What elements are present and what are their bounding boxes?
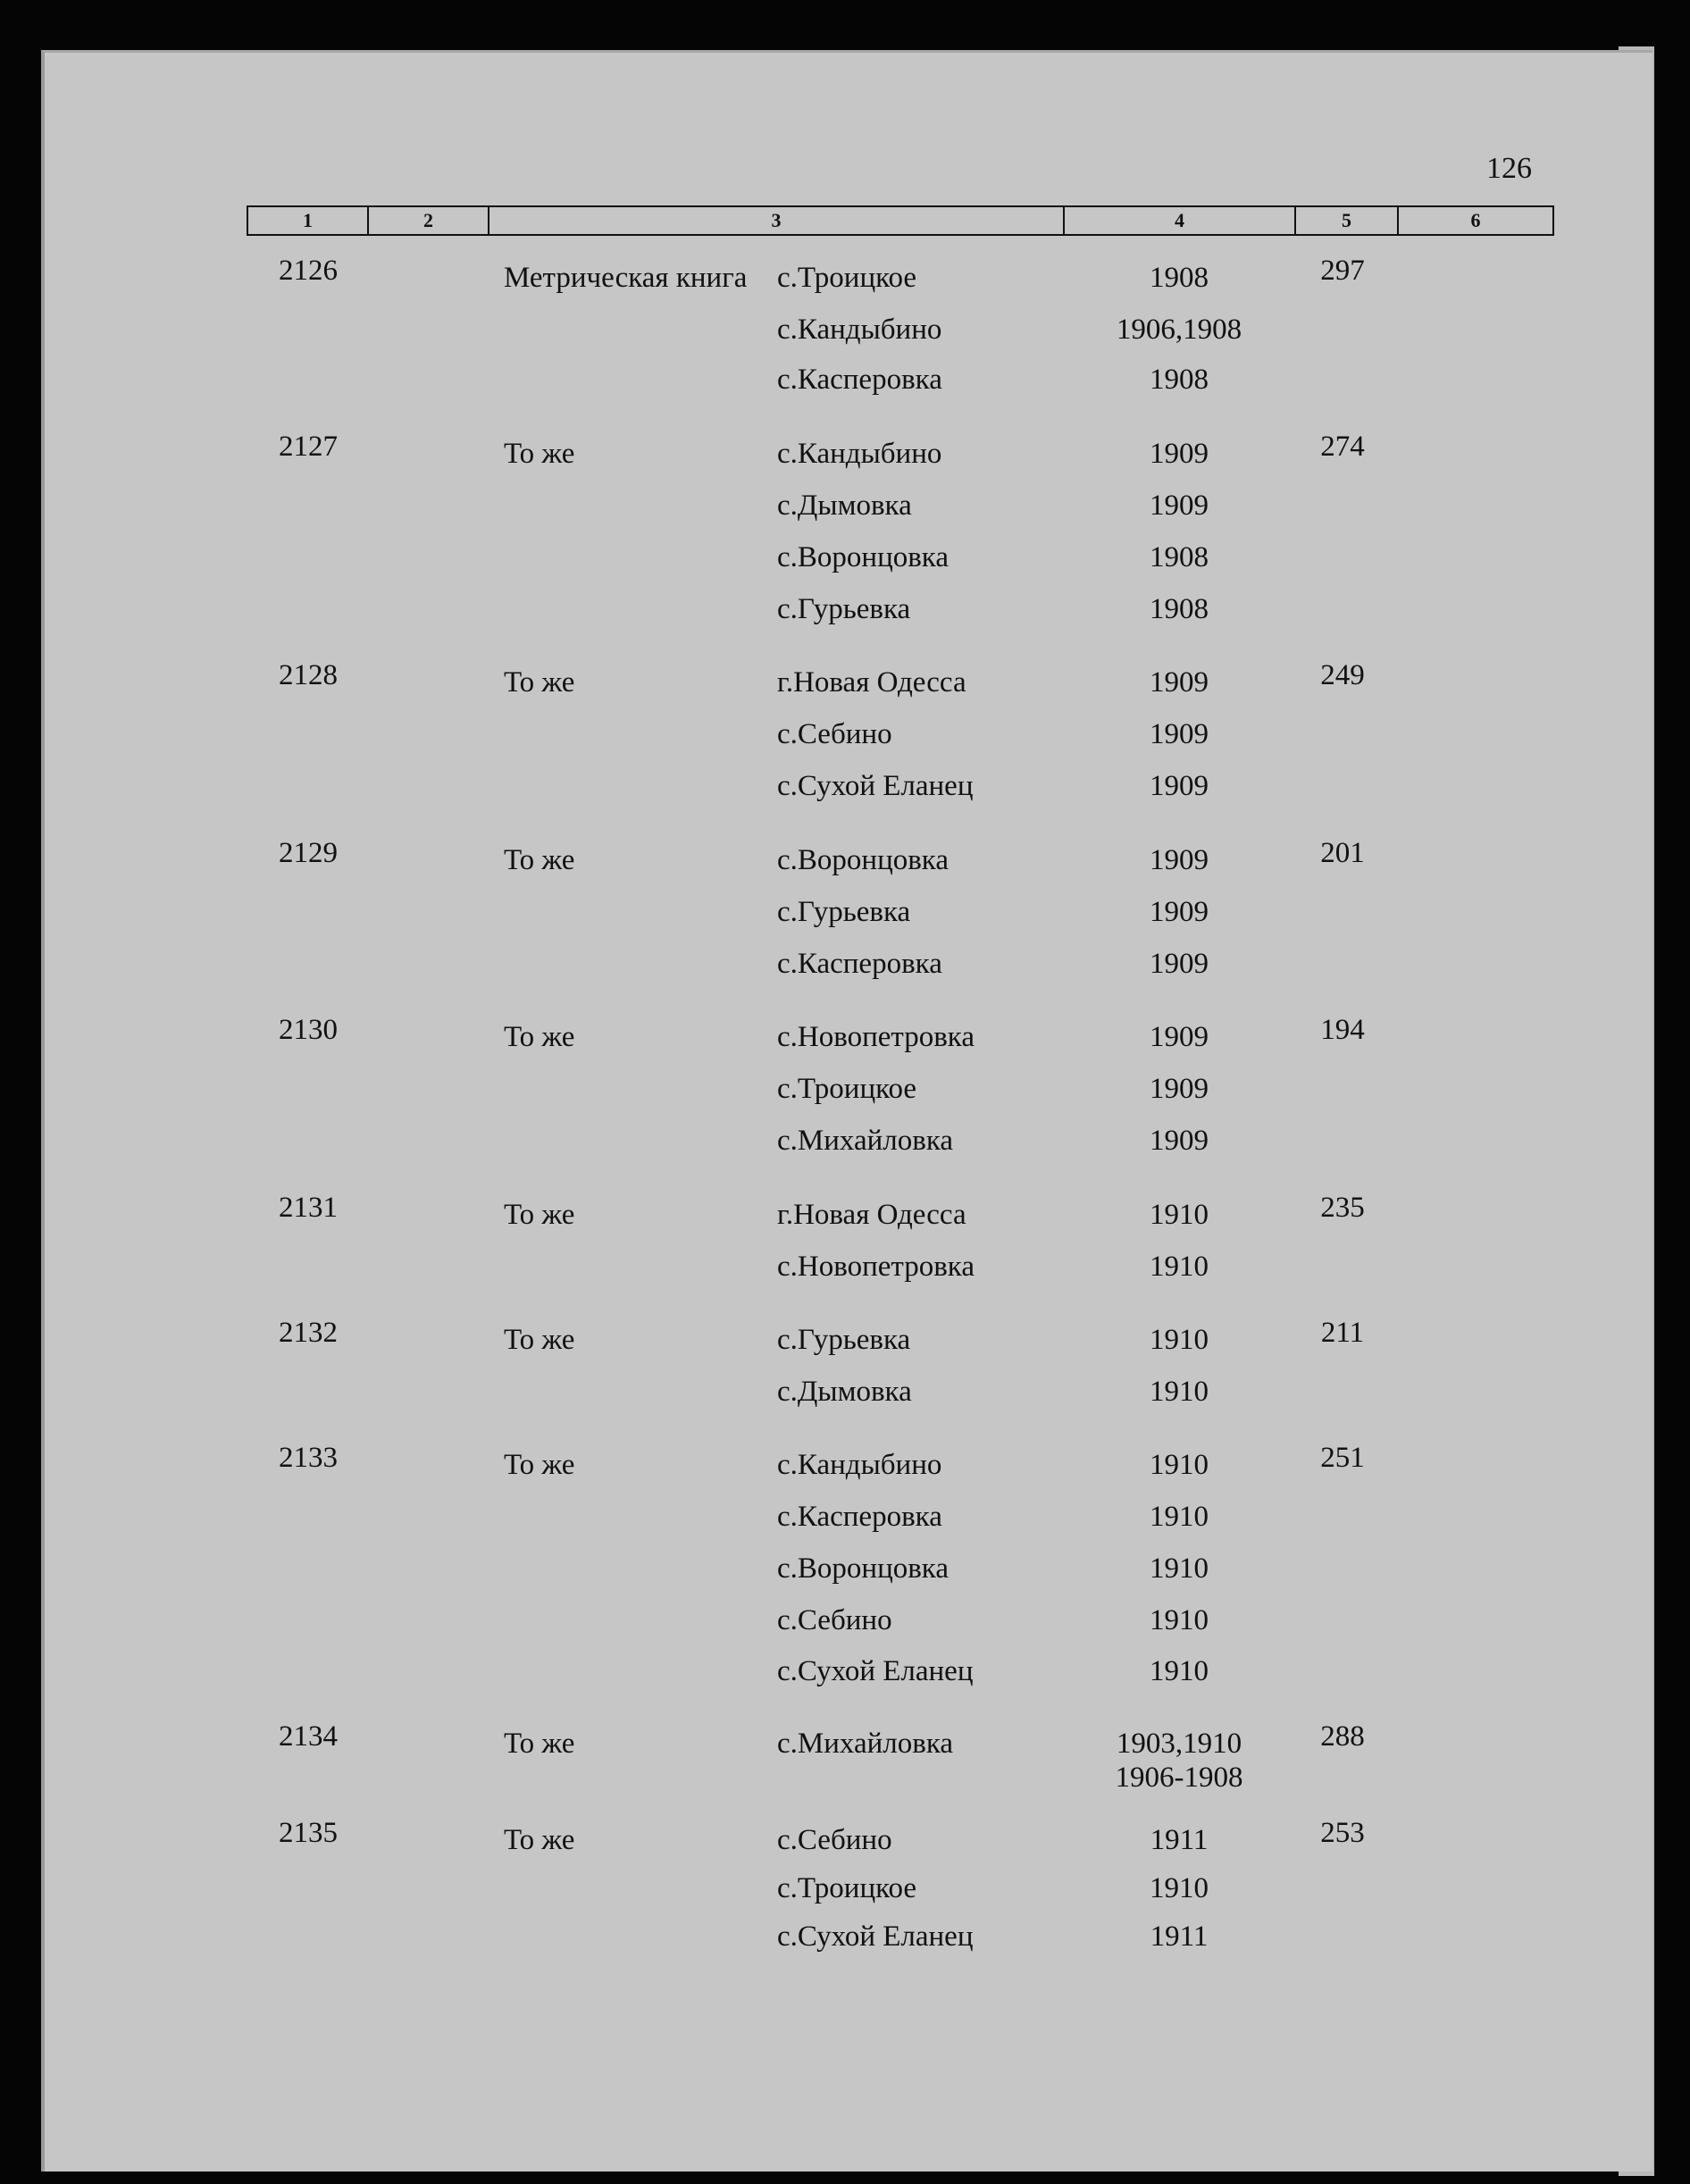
place-name: с.Гурьевка — [777, 593, 911, 625]
place-name: с.Воронцовка — [777, 844, 949, 876]
years: 1906-1908 — [1115, 1761, 1243, 1794]
place-name: с.Касперовка — [777, 948, 942, 980]
years: 1909 — [1150, 770, 1209, 802]
record-title: То же — [504, 1728, 575, 1760]
page-count: 253 — [1320, 1817, 1365, 1849]
record-number: 2128 — [279, 659, 338, 691]
place-name: с.Кандыбино — [777, 314, 942, 346]
place-name: с.Гурьевка — [777, 896, 911, 928]
page-count: 194 — [1320, 1014, 1365, 1046]
record-number: 2127 — [279, 431, 338, 463]
column-header-1: 1 — [247, 205, 369, 236]
place-name: с.Гурьевка — [777, 1324, 911, 1356]
column-header-2: 2 — [367, 205, 489, 236]
page-count: 201 — [1320, 837, 1365, 869]
years: 1909 — [1150, 844, 1209, 876]
place-name: с.Дымовка — [777, 1376, 912, 1408]
page-count: 235 — [1320, 1192, 1365, 1224]
place-name: с.Кандыбино — [777, 438, 942, 470]
years: 1910 — [1150, 1449, 1209, 1481]
years: 1909 — [1150, 1073, 1209, 1105]
years: 1909 — [1150, 948, 1209, 980]
years: 1908 — [1150, 364, 1209, 396]
page-count: 297 — [1320, 255, 1365, 287]
record-title: Метрическая книга — [504, 262, 748, 294]
record-title: То же — [504, 1021, 575, 1053]
years: 1910 — [1150, 1604, 1209, 1636]
place-name: с.Себино — [777, 718, 892, 750]
column-header-5: 5 — [1294, 205, 1399, 236]
years: 1910 — [1150, 1501, 1209, 1533]
place-name: с.Касперовка — [777, 364, 942, 396]
place-name: с.Новопетровка — [777, 1251, 975, 1283]
years: 1906,1908 — [1116, 314, 1242, 346]
place-name: с.Сухой Еланец — [777, 1655, 974, 1687]
record-number: 2135 — [279, 1817, 338, 1849]
page-count: 211 — [1320, 1317, 1365, 1349]
years: 1909 — [1150, 438, 1209, 470]
record-number: 2131 — [279, 1192, 338, 1224]
years: 1910 — [1150, 1376, 1209, 1408]
place-name: с.Новопетровка — [777, 1021, 975, 1053]
place-name: с.Сухой Еланец — [777, 770, 974, 802]
record-title: То же — [504, 1824, 575, 1856]
page-count: 274 — [1320, 431, 1365, 463]
place-name: г.Новая Одесса — [777, 1199, 966, 1231]
column-header-6: 6 — [1397, 205, 1554, 236]
years: 1909 — [1150, 1021, 1209, 1053]
record-number: 2130 — [279, 1014, 338, 1046]
years: 1909 — [1150, 718, 1209, 750]
years: 1910 — [1150, 1199, 1209, 1231]
place-name: с.Михайловка — [777, 1728, 954, 1760]
record-number: 2133 — [279, 1442, 338, 1474]
place-name: с.Себино — [777, 1604, 892, 1636]
place-name: с.Сухой Еланец — [777, 1920, 974, 1953]
page-count: 251 — [1320, 1442, 1365, 1474]
page-number: 126 — [1486, 152, 1532, 185]
years: 1910 — [1150, 1872, 1209, 1904]
record-title: То же — [504, 1199, 575, 1231]
place-name: с.Михайловка — [777, 1125, 954, 1157]
years: 1908 — [1150, 541, 1209, 573]
years: 1909 — [1150, 896, 1209, 928]
record-number: 2134 — [279, 1720, 338, 1753]
column-header-4: 4 — [1063, 205, 1296, 236]
years: 1909 — [1150, 666, 1209, 699]
record-title: То же — [504, 438, 575, 470]
place-name: с.Воронцовка — [777, 1552, 949, 1585]
place-name: с.Себино — [777, 1824, 892, 1856]
place-name: с.Троицкое — [777, 262, 917, 294]
record-number: 2132 — [279, 1317, 338, 1349]
years: 1908 — [1150, 593, 1209, 625]
record-number: 2126 — [279, 255, 338, 287]
years: 1909 — [1150, 490, 1209, 522]
years: 1911 — [1150, 1824, 1209, 1856]
years: 1910 — [1150, 1251, 1209, 1283]
record-title: То же — [504, 1449, 575, 1481]
years: 1910 — [1150, 1324, 1209, 1356]
years: 1909 — [1150, 1125, 1209, 1157]
place-name: с.Троицкое — [777, 1872, 917, 1904]
years: 1911 — [1150, 1920, 1209, 1953]
years: 1908 — [1150, 262, 1209, 294]
years: 1903,1910 — [1116, 1728, 1242, 1760]
place-name: г.Новая Одесса — [777, 666, 966, 699]
place-name: с.Троицкое — [777, 1073, 917, 1105]
years: 1910 — [1150, 1552, 1209, 1585]
years: 1910 — [1150, 1655, 1209, 1687]
place-name: с.Касперовка — [777, 1501, 942, 1533]
place-name: с.Кандыбино — [777, 1449, 942, 1481]
page-count: 288 — [1320, 1720, 1365, 1753]
record-number: 2129 — [279, 837, 338, 869]
column-header-3: 3 — [488, 205, 1065, 236]
place-name: с.Дымовка — [777, 490, 912, 522]
record-title: То же — [504, 844, 575, 876]
place-name: с.Воронцовка — [777, 541, 949, 573]
page-count: 249 — [1320, 659, 1365, 691]
record-title: То же — [504, 666, 575, 699]
record-title: То же — [504, 1324, 575, 1356]
